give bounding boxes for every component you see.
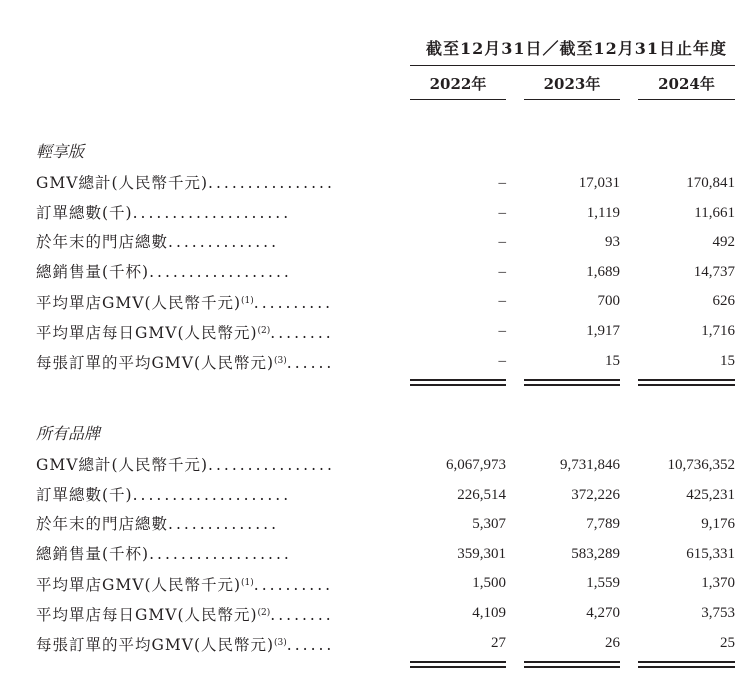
row-label-text: 平均單店每日GMV(人民幣元) [36,324,258,342]
row-label-text: GMV總計(人民幣千元) [36,174,209,192]
cell-value: 17,031 [578,175,620,191]
leader-dots: ................ [208,456,335,474]
footnote-marker: (1) [241,296,254,307]
table-row [0,510,745,539]
cell-value: 425,231 [686,486,735,503]
cell-value: – [498,234,506,251]
row-label-text: 總銷售量(千杯) [36,544,150,563]
table-row [0,629,745,658]
cell-value: 359,301 [457,545,506,562]
leader-dots: .............. [168,515,279,534]
cell-value: 1,689 [586,263,620,280]
row-label [36,569,333,600]
footnote-marker: (3) [274,355,287,366]
leader-dots: .................... [132,485,292,504]
cell-value: 1,500 [472,575,506,592]
row-label [36,317,334,348]
double-underline [524,661,620,668]
leader-dots: ........ [270,324,334,342]
row-label-text: 每張訂單的平均GMV(人民幣元) [36,353,275,372]
table-row [0,287,745,316]
row-label [36,481,291,510]
table-row [0,169,745,198]
cell-value: 1,716 [701,323,735,339]
row-label [36,199,291,228]
section-title: 輕享版 [36,142,85,161]
double-underline [410,661,506,668]
row-label [36,540,292,569]
cell-value: 583,289 [571,545,620,562]
year-rule [410,99,506,100]
row-label-text: 於年末的門店總數 [36,515,169,534]
table-row [0,258,745,287]
cell-value: 615,331 [686,545,735,562]
cell-value: 3,753 [701,605,735,621]
row-label-text: 平均單店GMV(人民幣千元) [36,576,242,595]
row-label [36,347,334,378]
cell-value: 15 [720,352,735,369]
double-underline [638,379,735,386]
row-label [36,510,279,539]
row-label-text: 總銷售量(千杯) [36,262,150,281]
table-row [0,451,745,480]
row-label-text: 每張訂單的平均GMV(人民幣元) [36,635,275,654]
table-row [0,599,745,628]
year-header-2024: 2024年 [658,75,715,93]
cell-value: 26 [605,634,620,651]
cell-value: 1,559 [586,575,620,592]
row-label [36,169,335,198]
leader-dots: .................. [149,262,292,281]
row-label-text: 平均單店每日GMV(人民幣元) [36,606,258,624]
cell-value: 626 [712,293,735,310]
cell-value: 9,176 [701,516,735,533]
cell-value: 1,119 [586,204,620,221]
cell-value: 93 [605,234,620,251]
cell-value: 11,661 [694,204,735,221]
row-label-text: GMV總計(人民幣千元) [36,456,209,474]
cell-value: 6,067,973 [446,457,506,473]
row-label [36,228,279,257]
leader-dots: .......... [253,576,334,595]
footnote-marker: (3) [274,637,287,648]
row-label [36,258,292,287]
table-row [0,540,745,569]
row-label-text: 訂單總數(千) [36,485,133,504]
table-row [0,481,745,510]
cell-value: 372,226 [571,486,620,503]
leader-dots: .......... [253,294,334,313]
table-row [0,317,745,346]
row-label [36,287,333,318]
table-row [0,199,745,228]
double-underline [638,661,735,668]
table-row [0,347,745,376]
cell-value: 15 [605,352,620,369]
cell-value: – [498,175,506,191]
table-row [0,228,745,257]
footnote-marker: (2) [257,326,271,336]
cell-value: – [498,204,506,221]
year-rule [638,99,735,100]
cell-value: – [498,263,506,280]
leader-dots: .............. [168,233,279,252]
cell-value: 7,789 [586,516,620,533]
cell-value: – [498,352,506,369]
leader-dots: ................ [208,174,335,192]
section-title: 所有品牌 [36,424,101,443]
cell-value: 1,917 [586,323,620,339]
year-header-2022: 2022年 [429,75,487,93]
double-underline [410,379,506,386]
leader-dots: .................. [149,544,292,563]
row-label-text: 平均單店GMV(人民幣千元) [36,294,242,313]
cell-value: – [498,323,506,339]
cell-value: 5,307 [472,516,506,533]
cell-value: 10,736,352 [667,457,735,473]
cell-value: 492 [712,234,735,251]
cell-value: 1,370 [701,575,735,592]
cell-value: 4,109 [472,605,506,621]
period-header-rule [410,65,735,66]
row-label-text: 於年末的門店總數 [36,233,169,252]
year-rule [524,99,620,100]
period-header: 截至12月31日／截至12月31日止年度 [425,39,728,58]
footnote-marker: (2) [257,608,271,618]
cell-value: 4,270 [586,605,620,621]
double-underline [524,379,620,386]
row-label-text: 訂單總數(千) [36,203,133,222]
cell-value: 27 [491,634,506,651]
leader-dots: .................... [132,203,292,222]
cell-value: 9,731,846 [560,457,620,473]
footnote-marker: (1) [241,578,254,589]
row-label [36,599,334,630]
leader-dots: ...... [286,353,335,372]
leader-dots: ...... [286,635,335,654]
cell-value: – [498,293,506,310]
row-label [36,629,334,660]
leader-dots: ........ [270,606,334,624]
row-label [36,451,335,480]
cell-value: 25 [720,634,735,651]
cell-value: 14,737 [693,263,735,280]
table-row [0,569,745,598]
cell-value: 700 [597,293,620,310]
cell-value: 170,841 [686,175,735,191]
year-header-2023: 2023年 [543,75,601,93]
cell-value: 226,514 [457,486,506,503]
